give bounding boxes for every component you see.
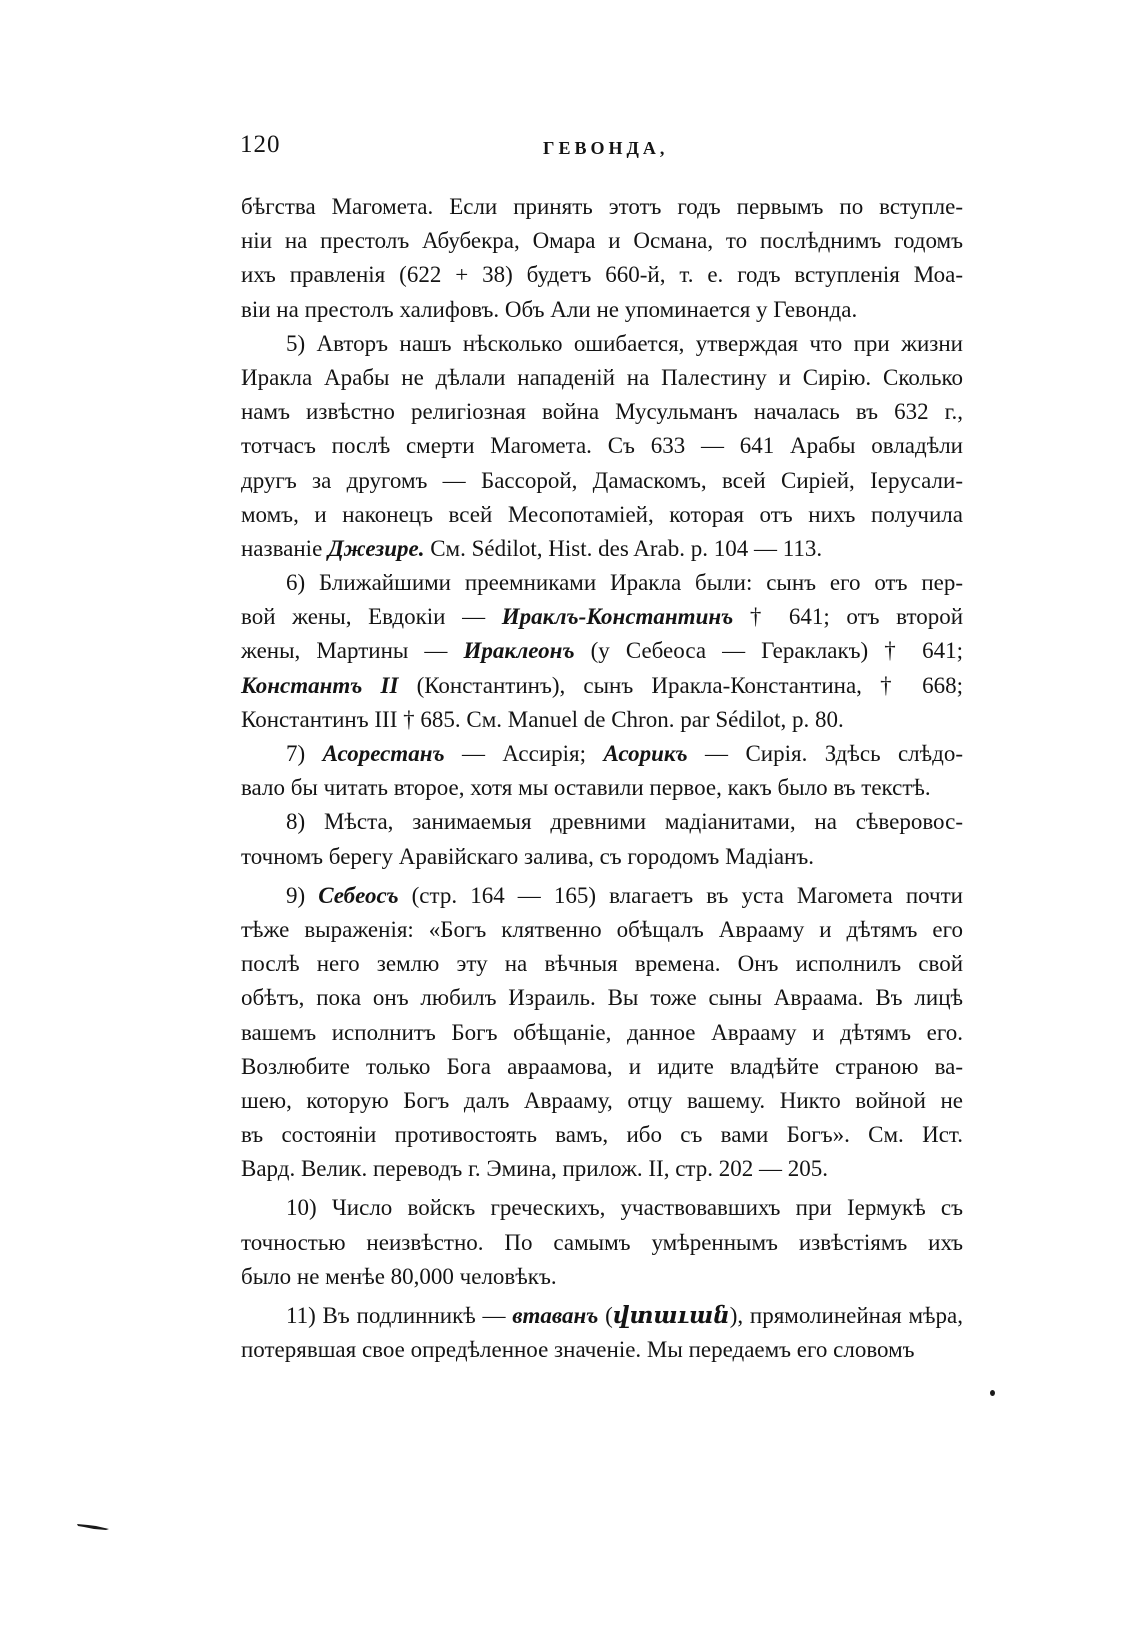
text-line bbox=[241, 1333, 963, 1367]
text-run: Иракла Арабы не дѣлали нападеній на Палестину и Сирію. Сколько bbox=[241, 364, 963, 390]
text-run: 6) Ближайшими преемниками Иракла были: сынъ его отъ пер- bbox=[286, 570, 963, 596]
note-6 bbox=[241, 1191, 963, 1294]
text-line bbox=[241, 464, 963, 498]
italic-term: Ираклеонъ bbox=[463, 638, 575, 664]
text-line bbox=[241, 1050, 963, 1084]
text-line bbox=[241, 1016, 963, 1050]
italic-term: Асорестанъ bbox=[322, 741, 445, 766]
text-run: ніи на престолъ Абубекра, Омара и Османа, то послѣднимъ годомъ bbox=[241, 228, 963, 254]
text-run: тотчасъ послѣ смерти Магомета. Съ 633 — 641 Арабы овладѣли bbox=[241, 433, 963, 459]
note-continuation bbox=[241, 190, 963, 327]
text-line bbox=[241, 805, 963, 839]
text-run: въ состояніи противостоять вамъ, ибо съ вами Богъ». См. Ист. bbox=[241, 1122, 963, 1148]
text-run: — Ассирія; bbox=[444, 741, 604, 766]
text-line bbox=[241, 703, 963, 737]
text-line bbox=[241, 327, 963, 361]
text-run: было не менѣе 80,000 человѣкъ. bbox=[241, 1263, 557, 1289]
note-4 bbox=[241, 805, 963, 873]
italic-term: Себеосъ bbox=[318, 882, 399, 908]
text-run: названіе bbox=[241, 535, 329, 561]
text-run: — Сирія. Здѣсь слѣдо- bbox=[687, 741, 963, 766]
text-line bbox=[241, 913, 963, 947]
text-run: 11) Въ подлинникѣ — bbox=[286, 1303, 513, 1328]
text-run: бѣгства Магомета. Если принять этотъ годъ первымъ по вступле- bbox=[241, 194, 963, 219]
text-line bbox=[241, 1191, 963, 1225]
text-run: 9) bbox=[286, 882, 319, 908]
text-run: точностью неизвѣстно. По самымъ умѣреннымъ извѣстіямъ ихъ bbox=[241, 1229, 963, 1255]
text-run: 10) Число войскъ греческихъ, участвовавшихъ при Іермукѣ съ bbox=[286, 1195, 963, 1221]
note-2 bbox=[241, 566, 963, 737]
text-run: 5) Авторъ нашъ нѣсколько ошибается, утверждая что при жизни bbox=[286, 330, 963, 356]
text-line bbox=[241, 634, 963, 668]
text-line bbox=[241, 669, 963, 703]
text-run: точномъ берегу Аравійскаго залива, съ городомъ Мадіанъ. bbox=[241, 843, 814, 869]
text-run: † 641; отъ второй bbox=[733, 604, 964, 630]
text-run: (у Себеоса — Гераклакъ) † 641; bbox=[574, 638, 963, 664]
text-line bbox=[241, 429, 963, 463]
text-line bbox=[241, 1118, 963, 1152]
text-run: 8) Мѣста, занимаемыя древними мадіанитами, на сѣверовос- bbox=[286, 809, 963, 835]
text-line bbox=[241, 224, 963, 258]
text-line bbox=[241, 190, 963, 224]
text-run: момъ, и наконецъ всей Месопотаміей, которая отъ нихъ получила bbox=[241, 501, 963, 527]
note-1 bbox=[241, 327, 963, 566]
text-run: віи на престолъ халифовъ. Объ Али не упоминается у Гевонда. bbox=[241, 296, 858, 322]
text-line bbox=[241, 981, 963, 1015]
text-line bbox=[241, 1152, 963, 1186]
text-run: Вард. Велик. переводъ г. Эмина, прилож. II, стр. 202 — 205. bbox=[241, 1156, 828, 1182]
notes-body bbox=[241, 190, 963, 1367]
text-line bbox=[241, 1226, 963, 1260]
note-5 bbox=[241, 879, 963, 1187]
text-run: вало бы читать второе, хотя мы оставили первое, какъ было въ текстѣ. bbox=[241, 775, 931, 801]
text-run: намъ извѣстно религіозная война Мусульманъ началась въ 632 г., bbox=[241, 399, 963, 425]
text-line bbox=[241, 737, 963, 771]
text-run: (стр. 164 — 165) влагаетъ въ уста Магомета почти bbox=[398, 882, 963, 908]
text-line bbox=[241, 1260, 963, 1294]
text-run: тѣже выраженія: «Богъ клятвенно обѣщалъ Аврааму и дѣтямъ его bbox=[241, 916, 963, 942]
italic-term: Асорикъ bbox=[603, 741, 688, 766]
text-line bbox=[241, 566, 963, 600]
text-line bbox=[241, 947, 963, 981]
text-run: 7) bbox=[286, 741, 323, 766]
page-number: 120 bbox=[240, 131, 281, 158]
text-run: послѣ него землю эту на вѣчныя времена. Онъ исполнилъ свой bbox=[241, 951, 963, 977]
note-7 bbox=[241, 1299, 963, 1367]
text-run: ), прямолинейная мѣра, bbox=[729, 1303, 963, 1328]
ink-dot-mark bbox=[990, 1390, 995, 1396]
italic-term: Ираклъ-Константинъ bbox=[501, 604, 734, 630]
text-line bbox=[241, 395, 963, 429]
italic-term: վտաւան bbox=[612, 1303, 730, 1328]
text-run: потерявшая свое опредѣленное значеніе. Мы передаемъ его словомъ bbox=[241, 1337, 915, 1363]
text-run: См. Sédilot, Hist. des Arab. p. 104 — 113. bbox=[424, 535, 823, 561]
text-run: обѣтъ, пока онъ любилъ Израиль. Вы тоже сыны Авраама. Въ лицѣ bbox=[241, 985, 963, 1011]
text-line bbox=[241, 840, 963, 874]
text-run: ихъ правленія (622 + 38) будетъ 660-й, т. е. годъ вступленія Моа- bbox=[241, 262, 963, 288]
text-line bbox=[241, 1299, 963, 1333]
text-run: жены, Мартины — bbox=[241, 638, 464, 664]
text-line bbox=[241, 532, 963, 566]
text-line bbox=[241, 293, 963, 327]
text-line bbox=[241, 771, 963, 805]
italic-term: Джезире. bbox=[328, 535, 425, 561]
text-line bbox=[241, 258, 963, 292]
text-run: Константинъ III † 685. См. Manuel de Chron. par Sédilot, p. 80. bbox=[241, 706, 844, 732]
text-line bbox=[241, 600, 963, 634]
text-run: Возлюбите только Бога авраамова, и идите владѣйте страною ва- bbox=[241, 1053, 963, 1079]
text-run: вой жены, Евдокіи — bbox=[241, 604, 502, 630]
text-run: (Константинъ), сынъ Иракла-Константина, † 668; bbox=[398, 672, 963, 698]
text-line bbox=[241, 1084, 963, 1118]
text-run: шею, которую Богъ далъ Аврааму, отцу вашему. Никто войной не bbox=[241, 1087, 963, 1113]
text-line bbox=[241, 498, 963, 532]
italic-term: втаванъ bbox=[512, 1303, 599, 1328]
running-head: ГЕВОНДА, bbox=[543, 138, 669, 158]
ink-smudge-mark bbox=[76, 1521, 110, 1531]
text-run: вашемъ исполнитъ Богъ обѣщаніе, данное Аврааму и дѣтямъ его. bbox=[241, 1019, 963, 1045]
italic-term: Константъ II bbox=[241, 672, 399, 698]
note-3 bbox=[241, 737, 963, 805]
text-line bbox=[241, 361, 963, 395]
text-run: ( bbox=[598, 1303, 613, 1328]
text-line bbox=[241, 879, 963, 913]
text-run: другъ за другомъ — Бассорой, Дамаскомъ, всей Сиріей, Іерусали- bbox=[241, 467, 963, 493]
